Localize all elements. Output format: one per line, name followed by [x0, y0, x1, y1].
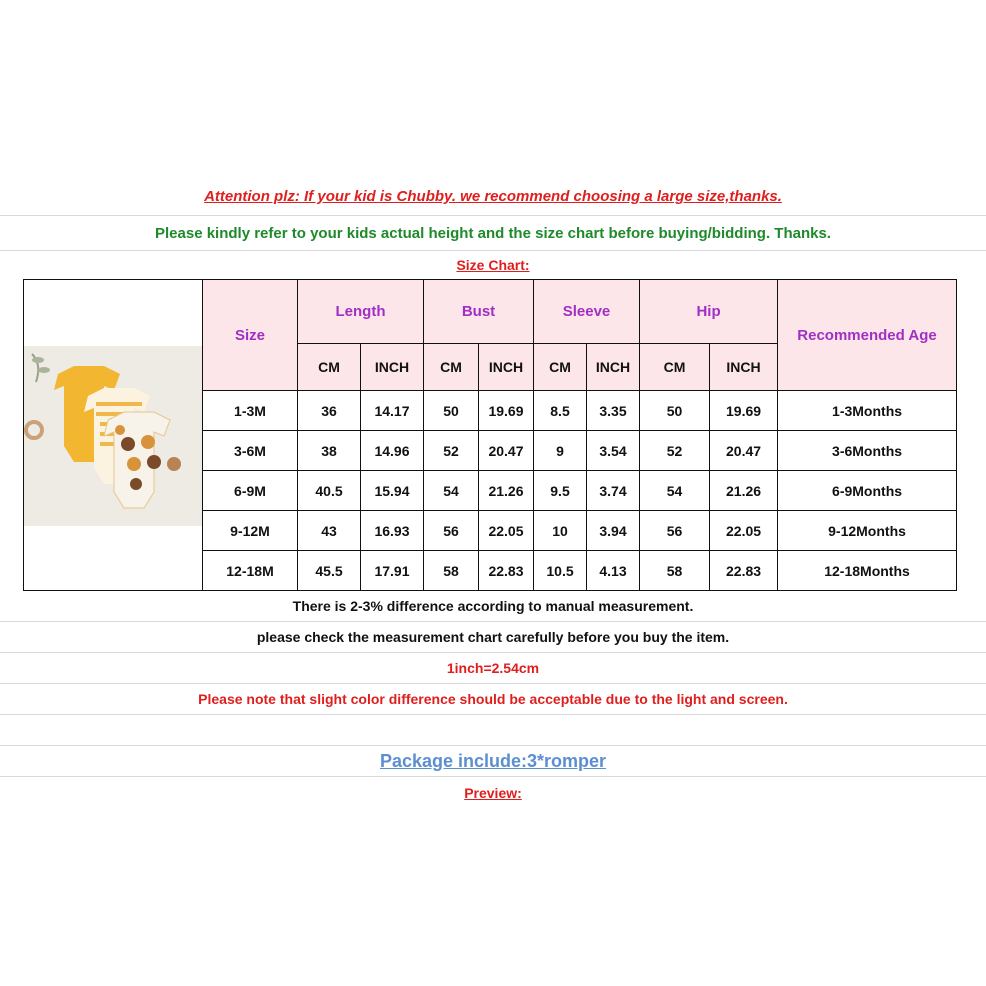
product-photo	[24, 280, 203, 591]
header-bust: Bust	[424, 280, 534, 344]
color-difference-note: Please note that slight color difference should be acceptable due to the light and screen.	[198, 691, 788, 707]
table-cell: 12-18Months	[778, 551, 957, 591]
header-size: Size	[203, 280, 298, 391]
divider	[0, 215, 986, 216]
table-cell: 8.5	[534, 391, 587, 431]
table-cell: 10.5	[534, 551, 587, 591]
table-cell: 3-6M	[203, 431, 298, 471]
table-cell: 1-3Months	[778, 391, 957, 431]
table-cell: 12-18M	[203, 551, 298, 591]
divider	[0, 683, 986, 684]
table-cell: 9-12M	[203, 511, 298, 551]
table-cell: 38	[298, 431, 361, 471]
table-cell: 56	[640, 511, 710, 551]
table-cell: 45.5	[298, 551, 361, 591]
table-cell: 14.17	[361, 391, 424, 431]
table-cell: 58	[424, 551, 479, 591]
table-cell: 54	[424, 471, 479, 511]
divider	[0, 714, 986, 715]
divider	[0, 745, 986, 746]
divider	[0, 776, 986, 777]
table-cell: 16.93	[361, 511, 424, 551]
check-chart-note: please check the measurement chart carefully before you buy the item.	[256, 629, 730, 645]
table-cell: 17.91	[361, 551, 424, 591]
measurement-note: There is 2-3% difference according to manual measurement.	[292, 598, 694, 614]
header-length: Length	[298, 280, 424, 344]
divider	[0, 652, 986, 653]
table-cell: 15.94	[361, 471, 424, 511]
unit-header: INCH	[587, 344, 640, 391]
table-cell: 3.35	[587, 391, 640, 431]
unit-header: INCH	[479, 344, 534, 391]
table-cell: 21.26	[479, 471, 534, 511]
table-cell: 50	[424, 391, 479, 431]
unit-header: INCH	[710, 344, 778, 391]
table-cell: 58	[640, 551, 710, 591]
divider	[0, 621, 986, 622]
table-cell: 9-12Months	[778, 511, 957, 551]
unit-header: INCH	[361, 344, 424, 391]
size-chart-table	[23, 279, 957, 591]
table-cell: 36	[298, 391, 361, 431]
table-cell: 21.26	[710, 471, 778, 511]
unit-header: CM	[640, 344, 710, 391]
table-cell: 3.54	[587, 431, 640, 471]
table-cell: 10	[534, 511, 587, 551]
size-chart-title: Size Chart:	[456, 257, 530, 273]
table-cell: 20.47	[479, 431, 534, 471]
table-cell: 22.83	[710, 551, 778, 591]
inch-conversion-note: 1inch=2.54cm	[446, 660, 540, 676]
table-cell: 9.5	[534, 471, 587, 511]
table-cell: 9	[534, 431, 587, 471]
refer-notice: Please kindly refer to your kids actual height and the size chart before buying/bidding. Thanks.	[155, 225, 831, 242]
table-cell: 19.69	[710, 391, 778, 431]
header-sleeve: Sleeve	[534, 280, 640, 344]
divider	[0, 250, 986, 251]
table-cell: 22.05	[710, 511, 778, 551]
table-cell: 14.96	[361, 431, 424, 471]
table-cell: 6-9M	[203, 471, 298, 511]
table-cell: 1-3M	[203, 391, 298, 431]
unit-header: CM	[298, 344, 361, 391]
header-hip: Hip	[640, 280, 778, 344]
table-cell: 54	[640, 471, 710, 511]
table-cell: 3.74	[587, 471, 640, 511]
header-recommended-age: Recommended Age	[778, 280, 957, 391]
table-cell: 50	[640, 391, 710, 431]
table-cell: 52	[424, 431, 479, 471]
table-cell: 52	[640, 431, 710, 471]
table-cell: 20.47	[710, 431, 778, 471]
romper-image	[24, 346, 202, 526]
attention-notice: Attention plz: If your kid is Chubby. we recommend choosing a large size,thanks.	[204, 188, 782, 205]
preview-label: Preview:	[464, 785, 522, 801]
table-cell: 3.94	[587, 511, 640, 551]
table-cell: 4.13	[587, 551, 640, 591]
table-cell: 19.69	[479, 391, 534, 431]
table-cell: 22.05	[479, 511, 534, 551]
package-include-link[interactable]: Package include:3*romper	[379, 751, 607, 771]
unit-header: CM	[534, 344, 587, 391]
table-cell: 43	[298, 511, 361, 551]
table-cell: 22.83	[479, 551, 534, 591]
table-cell: 56	[424, 511, 479, 551]
unit-header: CM	[424, 344, 479, 391]
table-cell: 6-9Months	[778, 471, 957, 511]
table-cell: 40.5	[298, 471, 361, 511]
table-cell: 3-6Months	[778, 431, 957, 471]
